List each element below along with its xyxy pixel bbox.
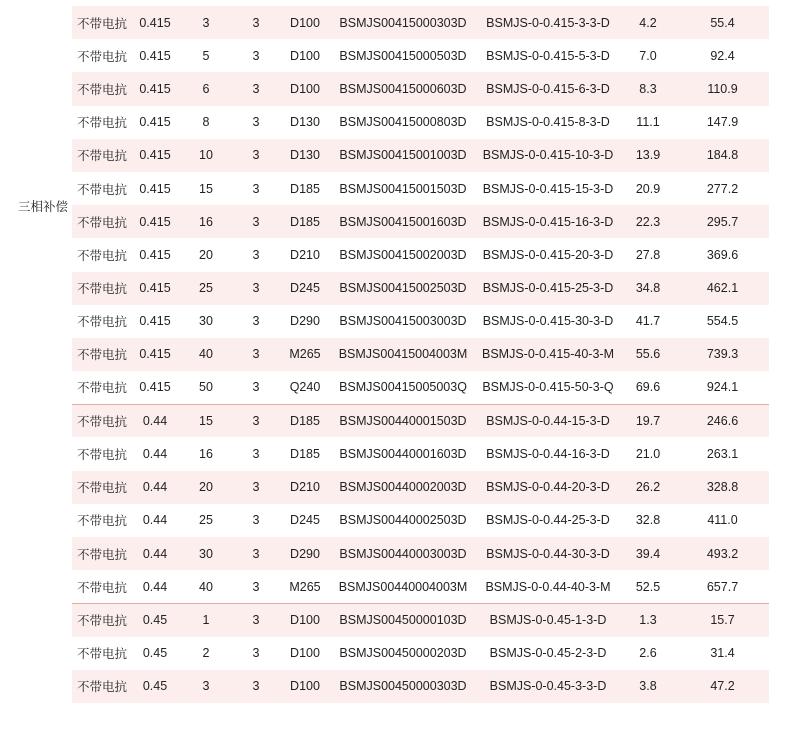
extra-value-cell: 184.8	[676, 139, 769, 172]
capacity-cell: 30	[180, 305, 232, 338]
table-row	[72, 305, 769, 338]
current-cell: 20.9	[620, 172, 676, 205]
voltage-cell: 0.415	[130, 272, 180, 305]
voltage-cell: 0.45	[130, 603, 180, 636]
size-cell: Q240	[280, 371, 330, 404]
model-cell: BSMJS-0-0.415-10-3-D	[476, 139, 620, 172]
capacity-cell: 15	[180, 404, 232, 437]
phase-cell: 3	[232, 471, 280, 504]
capacity-cell: 30	[180, 537, 232, 570]
capacity-cell: 20	[180, 471, 232, 504]
table-row	[72, 238, 769, 271]
model-cell: BSMJS-0-0.44-25-3-D	[476, 504, 620, 537]
model-cell: BSMJS-0-0.415-15-3-D	[476, 172, 620, 205]
voltage-cell: 0.415	[130, 172, 180, 205]
table-row	[72, 371, 769, 404]
model-cell: BSMJS-0-0.415-30-3-D	[476, 305, 620, 338]
reactor-cell: 不带电抗	[72, 305, 130, 338]
phase-cell: 3	[232, 371, 280, 404]
reactor-cell: 不带电抗	[72, 603, 130, 636]
table-row	[72, 504, 769, 537]
extra-value-cell: 924.1	[676, 371, 769, 404]
phase-cell: 3	[232, 570, 280, 603]
voltage-cell: 0.44	[130, 437, 180, 470]
order-code-cell: BSMJS00415001503D	[330, 172, 476, 205]
order-code-cell: BSMJS00440002503D	[330, 504, 476, 537]
reactor-cell: 不带电抗	[72, 139, 130, 172]
extra-value-cell: 47.2	[676, 670, 769, 703]
table-row	[72, 670, 769, 703]
capacity-cell: 5	[180, 39, 232, 72]
voltage-cell: 0.45	[130, 637, 180, 670]
current-cell: 8.3	[620, 72, 676, 105]
current-cell: 69.6	[620, 371, 676, 404]
extra-value-cell: 739.3	[676, 338, 769, 371]
current-cell: 22.3	[620, 205, 676, 238]
phase-cell: 3	[232, 106, 280, 139]
order-code-cell: BSMJS00415000603D	[330, 72, 476, 105]
phase-cell: 3	[232, 272, 280, 305]
order-code-cell: BSMJS00415000503D	[330, 39, 476, 72]
capacity-cell: 25	[180, 272, 232, 305]
size-cell: D130	[280, 139, 330, 172]
voltage-cell: 0.415	[130, 371, 180, 404]
voltage-cell: 0.44	[130, 537, 180, 570]
capacity-cell: 20	[180, 238, 232, 271]
table-row	[72, 437, 769, 470]
phase-cell: 3	[232, 205, 280, 238]
order-code-cell: BSMJS00415001003D	[330, 139, 476, 172]
model-cell: BSMJS-0-0.45-3-3-D	[476, 670, 620, 703]
size-cell: D210	[280, 471, 330, 504]
reactor-cell: 不带电抗	[72, 537, 130, 570]
capacity-cell: 15	[180, 172, 232, 205]
model-cell: BSMJS-0-0.415-20-3-D	[476, 238, 620, 271]
table-row	[72, 637, 769, 670]
size-cell: M265	[280, 338, 330, 371]
order-code-cell: BSMJS00415002503D	[330, 272, 476, 305]
voltage-cell: 0.415	[130, 238, 180, 271]
voltage-cell: 0.415	[130, 39, 180, 72]
size-cell: D210	[280, 238, 330, 271]
extra-value-cell: 263.1	[676, 437, 769, 470]
order-code-cell: BSMJS00440001503D	[330, 404, 476, 437]
size-cell: D100	[280, 637, 330, 670]
extra-value-cell: 462.1	[676, 272, 769, 305]
model-cell: BSMJS-0-0.415-3-3-D	[476, 6, 620, 39]
extra-value-cell: 15.7	[676, 603, 769, 636]
capacity-cell: 2	[180, 637, 232, 670]
voltage-cell: 0.415	[130, 205, 180, 238]
model-cell: BSMJS-0-0.415-6-3-D	[476, 72, 620, 105]
current-cell: 19.7	[620, 404, 676, 437]
phase-cell: 3	[232, 72, 280, 105]
current-cell: 34.8	[620, 272, 676, 305]
table-row	[72, 537, 769, 570]
reactor-cell: 不带电抗	[72, 471, 130, 504]
order-code-cell: BSMJS00440004003M	[330, 570, 476, 603]
reactor-cell: 不带电抗	[72, 39, 130, 72]
reactor-cell: 不带电抗	[72, 570, 130, 603]
model-cell: BSMJS-0-0.44-40-3-M	[476, 570, 620, 603]
size-cell: D245	[280, 504, 330, 537]
order-code-cell: BSMJS00440001603D	[330, 437, 476, 470]
model-cell: BSMJS-0-0.415-8-3-D	[476, 106, 620, 139]
model-cell: BSMJS-0-0.44-16-3-D	[476, 437, 620, 470]
size-cell: D290	[280, 537, 330, 570]
order-code-cell: BSMJS00450000203D	[330, 637, 476, 670]
capacity-cell: 10	[180, 139, 232, 172]
size-cell: D100	[280, 670, 330, 703]
order-code-cell: BSMJS00415002003D	[330, 238, 476, 271]
extra-value-cell: 554.5	[676, 305, 769, 338]
current-cell: 55.6	[620, 338, 676, 371]
capacity-cell: 50	[180, 371, 232, 404]
current-cell: 21.0	[620, 437, 676, 470]
reactor-cell: 不带电抗	[72, 6, 130, 39]
phase-cell: 3	[232, 139, 280, 172]
reactor-cell: 不带电抗	[72, 670, 130, 703]
table-row	[72, 172, 769, 205]
capacity-cell: 16	[180, 437, 232, 470]
current-cell: 26.2	[620, 471, 676, 504]
table-row	[72, 6, 769, 39]
phase-cell: 3	[232, 338, 280, 371]
model-cell: BSMJS-0-0.45-2-3-D	[476, 637, 620, 670]
current-cell: 3.8	[620, 670, 676, 703]
order-code-cell: BSMJS00450000103D	[330, 603, 476, 636]
phase-cell: 3	[232, 504, 280, 537]
current-cell: 7.0	[620, 39, 676, 72]
size-cell: D185	[280, 437, 330, 470]
phase-cell: 3	[232, 437, 280, 470]
model-cell: BSMJS-0-0.44-20-3-D	[476, 471, 620, 504]
voltage-cell: 0.44	[130, 404, 180, 437]
reactor-cell: 不带电抗	[72, 72, 130, 105]
reactor-cell: 不带电抗	[72, 272, 130, 305]
table-row	[72, 72, 769, 105]
category-label: 三相补偿	[18, 200, 69, 214]
capacity-cell: 25	[180, 504, 232, 537]
table-row	[72, 272, 769, 305]
voltage-cell: 0.415	[130, 72, 180, 105]
capacity-cell: 3	[180, 6, 232, 39]
phase-cell: 3	[232, 6, 280, 39]
extra-value-cell: 31.4	[676, 637, 769, 670]
model-cell: BSMJS-0-0.45-1-3-D	[476, 603, 620, 636]
table-row	[72, 338, 769, 371]
extra-value-cell: 277.2	[676, 172, 769, 205]
order-code-cell: BSMJS00415000803D	[330, 106, 476, 139]
size-cell: D100	[280, 603, 330, 636]
reactor-cell: 不带电抗	[72, 437, 130, 470]
current-cell: 2.6	[620, 637, 676, 670]
model-cell: BSMJS-0-0.44-15-3-D	[476, 404, 620, 437]
spec-table	[72, 6, 769, 703]
extra-value-cell: 411.0	[676, 504, 769, 537]
current-cell: 41.7	[620, 305, 676, 338]
extra-value-cell: 657.7	[676, 570, 769, 603]
reactor-cell: 不带电抗	[72, 205, 130, 238]
voltage-cell: 0.45	[130, 670, 180, 703]
model-cell: BSMJS-0-0.44-30-3-D	[476, 537, 620, 570]
current-cell: 27.8	[620, 238, 676, 271]
phase-cell: 3	[232, 637, 280, 670]
reactor-cell: 不带电抗	[72, 106, 130, 139]
size-cell: D185	[280, 205, 330, 238]
table-row	[72, 404, 769, 437]
current-cell: 39.4	[620, 537, 676, 570]
extra-value-cell: 147.9	[676, 106, 769, 139]
order-code-cell: BSMJS00415005003Q	[330, 371, 476, 404]
order-code-cell: BSMJS00440002003D	[330, 471, 476, 504]
voltage-cell: 0.44	[130, 471, 180, 504]
size-cell: D100	[280, 6, 330, 39]
current-cell: 1.3	[620, 603, 676, 636]
size-cell: D100	[280, 39, 330, 72]
extra-value-cell: 328.8	[676, 471, 769, 504]
voltage-cell: 0.415	[130, 139, 180, 172]
size-cell: D290	[280, 305, 330, 338]
table-body	[72, 6, 769, 703]
order-code-cell: BSMJS00450000303D	[330, 670, 476, 703]
current-cell: 32.8	[620, 504, 676, 537]
current-cell: 52.5	[620, 570, 676, 603]
size-cell: D185	[280, 172, 330, 205]
capacity-cell: 40	[180, 570, 232, 603]
phase-cell: 3	[232, 39, 280, 72]
order-code-cell: BSMJS00415004003M	[330, 338, 476, 371]
table-row	[72, 603, 769, 636]
table-row	[72, 106, 769, 139]
table-row	[72, 139, 769, 172]
table-row	[72, 570, 769, 603]
extra-value-cell: 55.4	[676, 6, 769, 39]
order-code-cell: BSMJS00415000303D	[330, 6, 476, 39]
extra-value-cell: 246.6	[676, 404, 769, 437]
model-cell: BSMJS-0-0.415-25-3-D	[476, 272, 620, 305]
extra-value-cell: 110.9	[676, 72, 769, 105]
order-code-cell: BSMJS00415001603D	[330, 205, 476, 238]
table-row	[72, 205, 769, 238]
extra-value-cell: 92.4	[676, 39, 769, 72]
current-cell: 11.1	[620, 106, 676, 139]
capacity-cell: 3	[180, 670, 232, 703]
voltage-cell: 0.415	[130, 338, 180, 371]
phase-cell: 3	[232, 238, 280, 271]
extra-value-cell: 295.7	[676, 205, 769, 238]
size-cell: D245	[280, 272, 330, 305]
model-cell: BSMJS-0-0.415-5-3-D	[476, 39, 620, 72]
size-cell: D185	[280, 404, 330, 437]
model-cell: BSMJS-0-0.415-16-3-D	[476, 205, 620, 238]
phase-cell: 3	[232, 404, 280, 437]
voltage-cell: 0.44	[130, 504, 180, 537]
voltage-cell: 0.44	[130, 570, 180, 603]
phase-cell: 3	[232, 670, 280, 703]
size-cell: D130	[280, 106, 330, 139]
capacity-cell: 40	[180, 338, 232, 371]
phase-cell: 3	[232, 172, 280, 205]
reactor-cell: 不带电抗	[72, 238, 130, 271]
reactor-cell: 不带电抗	[72, 338, 130, 371]
size-cell: D100	[280, 72, 330, 105]
table-row	[72, 471, 769, 504]
reactor-cell: 不带电抗	[72, 172, 130, 205]
capacity-cell: 1	[180, 603, 232, 636]
voltage-cell: 0.415	[130, 6, 180, 39]
table-row	[72, 39, 769, 72]
capacity-cell: 6	[180, 72, 232, 105]
current-cell: 4.2	[620, 6, 676, 39]
reactor-cell: 不带电抗	[72, 504, 130, 537]
reactor-cell: 不带电抗	[72, 371, 130, 404]
capacity-cell: 16	[180, 205, 232, 238]
reactor-cell: 不带电抗	[72, 404, 130, 437]
phase-cell: 3	[232, 603, 280, 636]
phase-cell: 3	[232, 305, 280, 338]
extra-value-cell: 369.6	[676, 238, 769, 271]
reactor-cell: 不带电抗	[72, 637, 130, 670]
voltage-cell: 0.415	[130, 106, 180, 139]
phase-cell: 3	[232, 537, 280, 570]
size-cell: M265	[280, 570, 330, 603]
capacity-cell: 8	[180, 106, 232, 139]
voltage-cell: 0.415	[130, 305, 180, 338]
current-cell: 13.9	[620, 139, 676, 172]
model-cell: BSMJS-0-0.415-40-3-M	[476, 338, 620, 371]
order-code-cell: BSMJS00440003003D	[330, 537, 476, 570]
model-cell: BSMJS-0-0.415-50-3-Q	[476, 371, 620, 404]
extra-value-cell: 493.2	[676, 537, 769, 570]
order-code-cell: BSMJS00415003003D	[330, 305, 476, 338]
